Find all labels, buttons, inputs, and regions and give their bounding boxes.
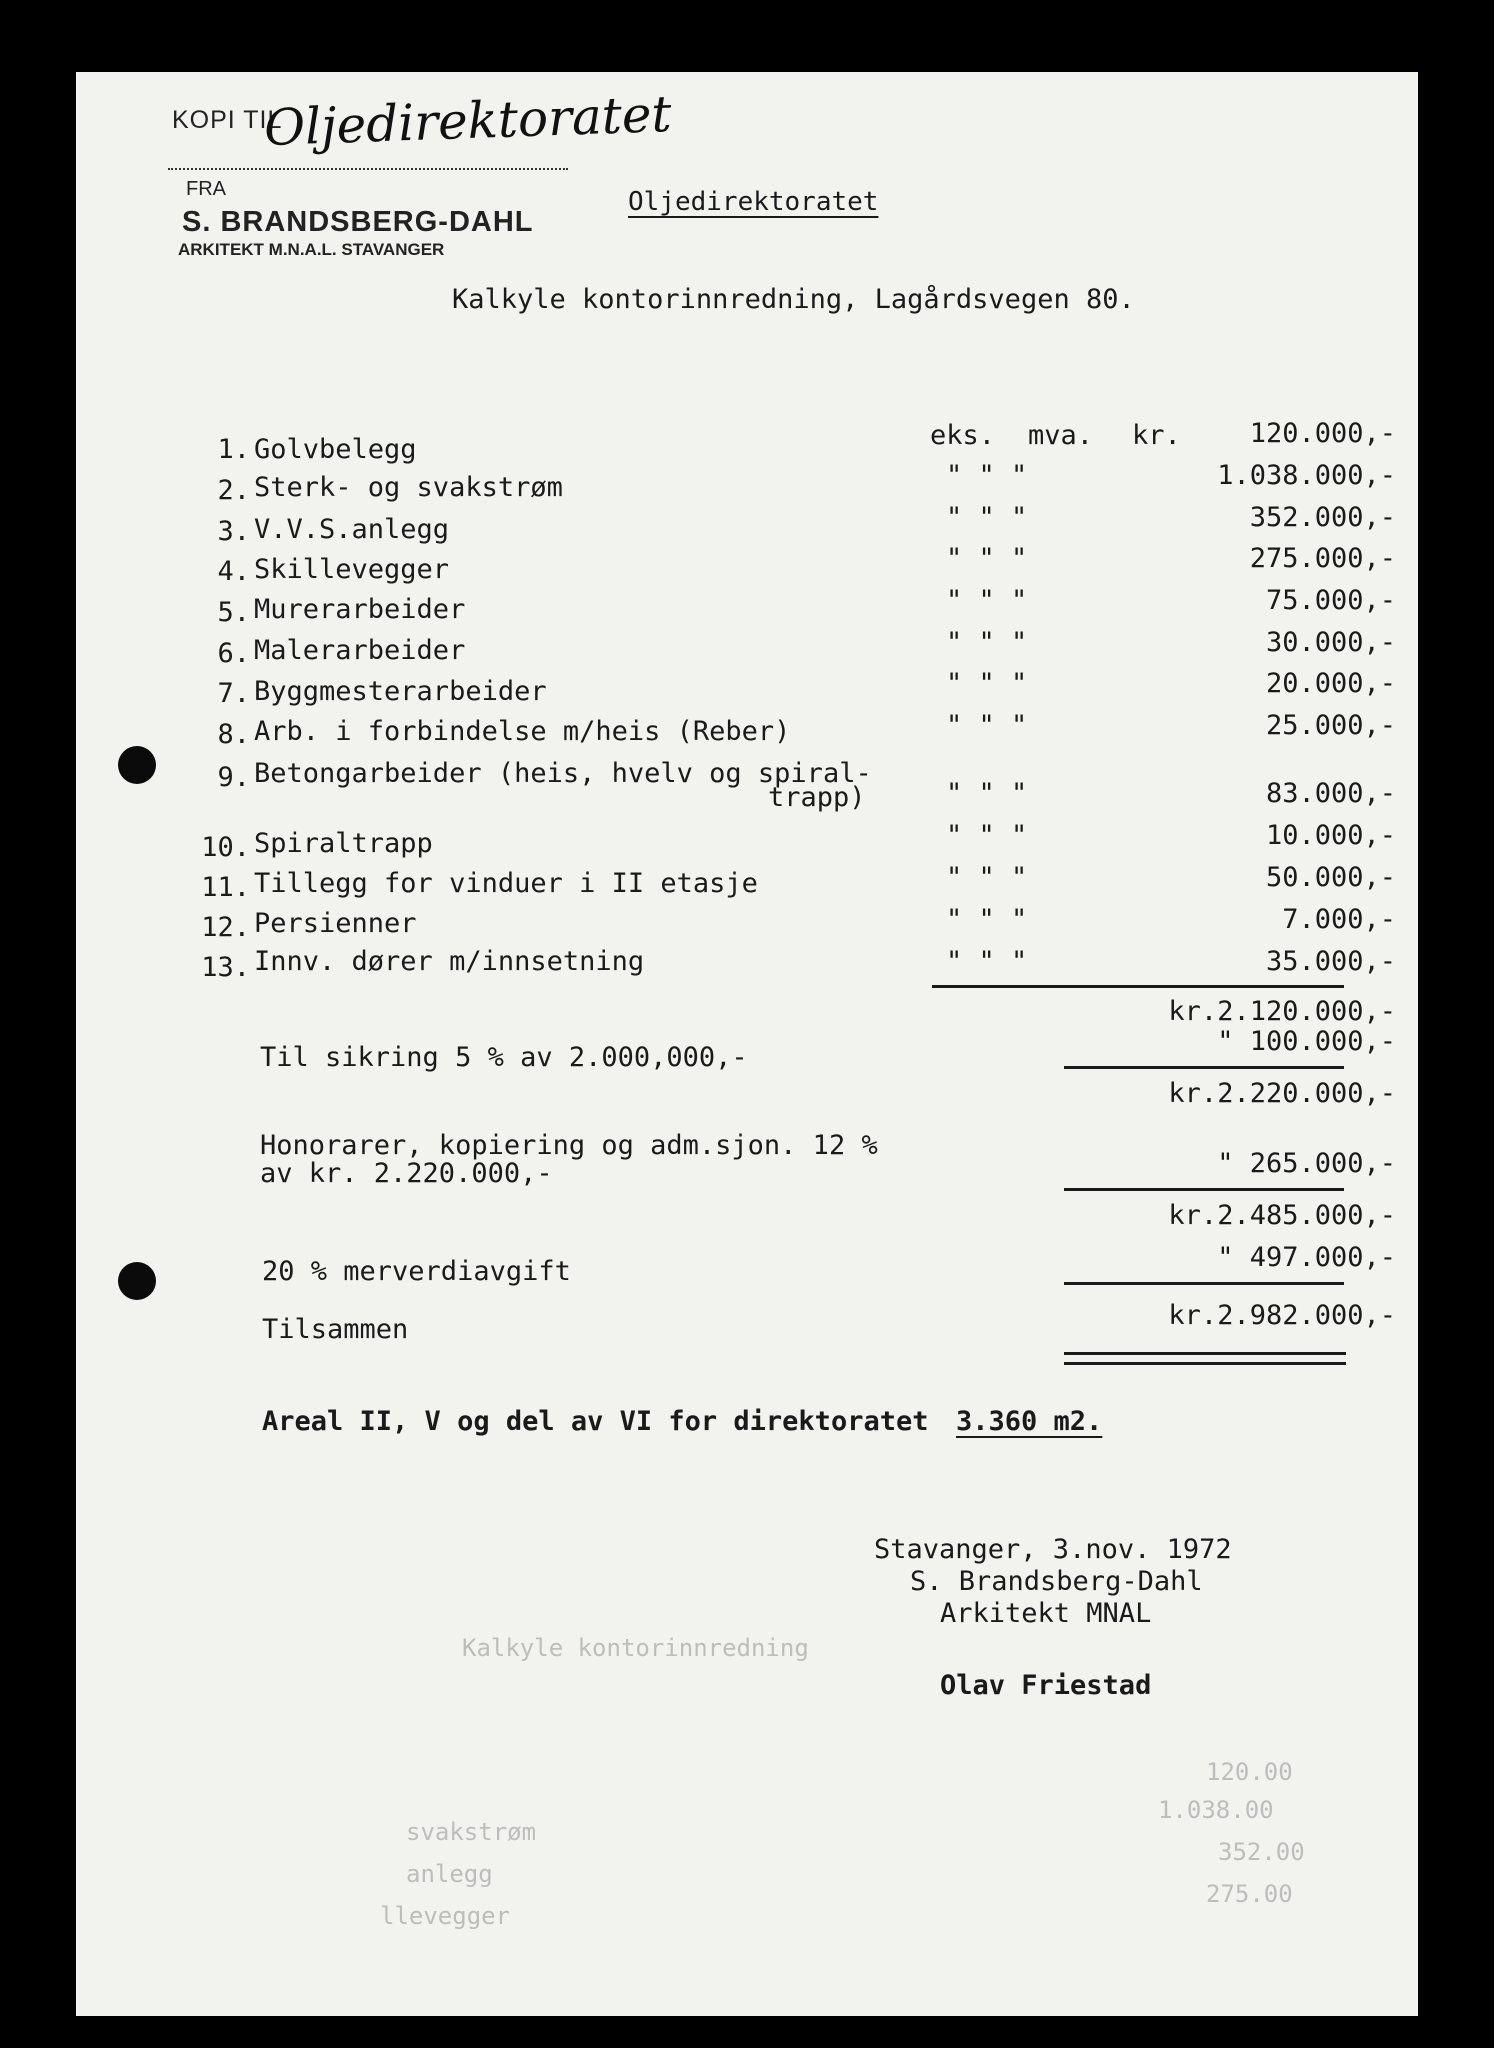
honorar-label-continued: av kr. 2.220.000,- — [260, 1158, 553, 1189]
mva-rule — [1064, 1282, 1344, 1285]
item-amount: 25.000,- — [1265, 710, 1396, 741]
header-mva: mva. — [1028, 420, 1094, 451]
sikring-rule — [1064, 1066, 1344, 1069]
item-amount: 1.038.000,- — [1217, 460, 1396, 491]
sikring-amount: " 100.000,- — [1217, 1026, 1396, 1057]
honorar-rule — [1064, 1188, 1344, 1191]
ghost-bleed-amount: 120.00 — [1206, 1758, 1293, 1786]
ditto-marks: " " " — [946, 585, 1028, 616]
item-number: 10. — [201, 832, 250, 863]
honorar-label: Honorarer, kopiering og adm.sjon. 12 % — [260, 1130, 878, 1161]
kopi-til-handwriting: Oljedirektoratet — [263, 84, 673, 158]
total-amount: kr.2.982.000,- — [1168, 1300, 1396, 1331]
item-number: 4. — [217, 556, 250, 587]
header-eks: eks. — [930, 420, 996, 451]
item-number: 9. — [217, 762, 250, 793]
ditto-marks: " " " — [946, 543, 1028, 574]
ditto-marks: " " " — [946, 627, 1028, 658]
item-number: 11. — [201, 872, 250, 903]
ghost-bleed-line: llevegger — [380, 1902, 511, 1930]
ghost-bleed-amount: 1.038.00 — [1158, 1796, 1274, 1824]
item-number: 3. — [217, 516, 250, 547]
mva-amount: " 497.000,- — [1217, 1242, 1396, 1273]
ghost-bleed-line: anlegg — [406, 1860, 493, 1888]
ditto-marks: " " " — [946, 820, 1028, 851]
item-number: 12. — [201, 912, 250, 943]
signature-name: Olav Friestad — [940, 1670, 1152, 1701]
areal-text: Areal II, V og del av VI for direktoratet — [262, 1406, 929, 1437]
item-description: Innv. dører m/innsetning — [254, 946, 645, 977]
sikring-label: Til sikring 5 % av 2.000,000,- — [260, 1042, 748, 1073]
firm-subtitle-stamp: ARKITEKT M.N.A.L. STAVANGER — [178, 240, 445, 259]
item-description: V.V.S.anlegg — [254, 514, 450, 545]
subtotal-2: kr.2.220.000,- — [1168, 1078, 1396, 1109]
ditto-marks: " " " — [946, 778, 1028, 809]
item-description: Byggmesterarbeider — [254, 676, 547, 707]
place-date: Stavanger, 3.nov. 1972 — [874, 1534, 1232, 1565]
item-description: Murerarbeider — [254, 594, 466, 625]
ghost-bleed-amount: 275.00 — [1206, 1880, 1293, 1908]
item-number: 5. — [217, 597, 250, 628]
punch-hole-upper — [118, 746, 156, 784]
item-amount: 35.000,- — [1265, 946, 1396, 977]
ditto-marks: " " " — [946, 862, 1028, 893]
item-amount: 275.000,- — [1249, 543, 1396, 574]
recipient: Oljedirektoratet — [628, 187, 879, 217]
item-number: 13. — [201, 952, 250, 983]
item-amount: 30.000,- — [1265, 627, 1396, 658]
signature-title: Arkitekt MNAL — [940, 1598, 1152, 1629]
ditto-marks: " " " — [946, 460, 1028, 491]
ditto-marks: " " " — [946, 904, 1028, 935]
item-amount: 50.000,- — [1265, 862, 1396, 893]
item-amount: 120.000,- — [1249, 418, 1396, 449]
document-page — [76, 72, 1418, 2016]
item-description: Malerarbeider — [254, 635, 466, 666]
item-number: 6. — [217, 638, 250, 669]
item-amount: 10.000,- — [1265, 820, 1396, 851]
item-amount: 75.000,- — [1265, 585, 1396, 616]
item-amount: 7.000,- — [1282, 904, 1396, 935]
ditto-marks: " " " — [946, 946, 1028, 977]
document-title: Kalkyle kontorinnredning, Lagårdsvegen 80. — [452, 284, 1135, 315]
firm-stamp: S. BRANDSBERG-DAHL — [182, 206, 534, 238]
ditto-marks: " " " — [946, 502, 1028, 533]
kopi-til-stamp: KOPI TIL — [172, 106, 283, 134]
item-number: 7. — [217, 678, 250, 709]
item-amount: 20.000,- — [1265, 668, 1396, 699]
total-double-rule-top — [1064, 1352, 1346, 1355]
total-label: Tilsammen — [262, 1314, 409, 1345]
ghost-bleed-amount: 352.00 — [1218, 1838, 1305, 1866]
honorar-amount: " 265.000,- — [1217, 1148, 1396, 1179]
item-number: 1. — [217, 434, 250, 465]
subtotal-1: kr.2.120.000,- — [1168, 996, 1396, 1027]
ghost-bleed-title: Kalkyle kontorinnredning — [462, 1634, 809, 1662]
items-sum-rule — [932, 985, 1344, 988]
item-description-continued: trapp) — [768, 782, 866, 813]
item-description: Golvbelegg — [254, 434, 417, 465]
signature-firm: S. Brandsberg-Dahl — [910, 1566, 1203, 1597]
fra-stamp: FRA — [186, 178, 226, 200]
ditto-marks: " " " — [946, 668, 1028, 699]
punch-hole-lower — [118, 1262, 156, 1300]
item-description: Sterk- og svakstrøm — [254, 472, 563, 503]
total-double-rule-bottom — [1064, 1362, 1346, 1365]
item-description: Skillevegger — [254, 554, 450, 585]
item-description: Spiraltrapp — [254, 828, 433, 859]
areal-value: 3.360 m2. — [956, 1406, 1103, 1437]
mva-label: 20 % merverdiavgift — [262, 1256, 571, 1287]
item-description: Persienner — [254, 908, 417, 939]
item-description: Betongarbeider (heis, hvelv og spiral- — [254, 758, 872, 789]
header-kr: kr. — [1132, 420, 1181, 451]
item-description: Arb. i forbindelse m/heis (Reber) — [254, 716, 791, 747]
item-number: 2. — [217, 475, 250, 506]
item-number: 8. — [217, 719, 250, 750]
ditto-marks: " " " — [946, 710, 1028, 741]
item-description: Tillegg for vinduer i II etasje — [254, 868, 758, 899]
item-amount: 352.000,- — [1249, 502, 1396, 533]
stamp-dotted-line — [168, 168, 568, 170]
item-amount: 83.000,- — [1265, 778, 1396, 809]
subtotal-3: kr.2.485.000,- — [1168, 1200, 1396, 1231]
ghost-bleed-line: svakstrøm — [406, 1818, 537, 1846]
